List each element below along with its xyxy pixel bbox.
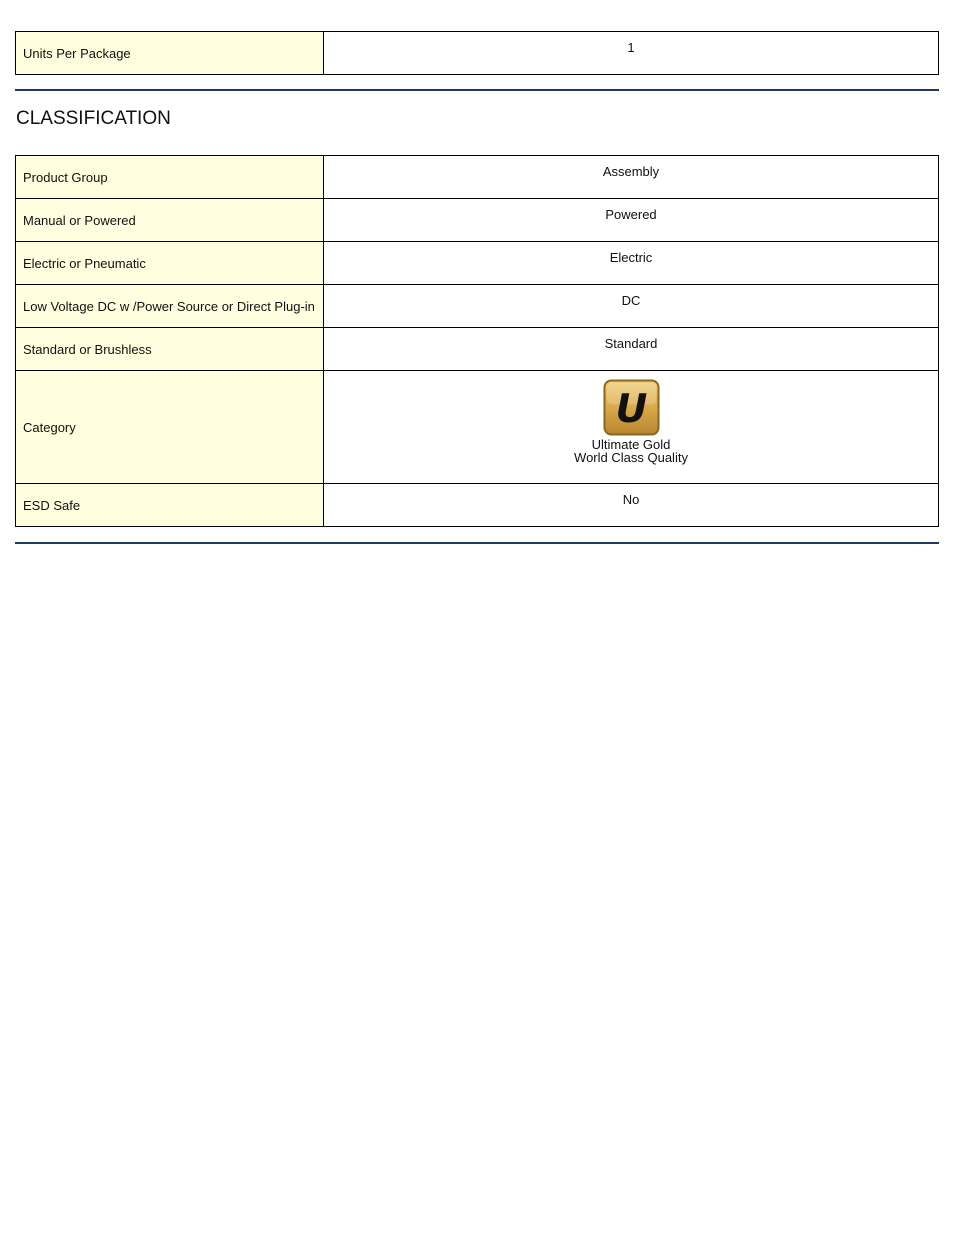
- classification-table: [15, 155, 939, 527]
- standard-or-brushless-value: Standard: [324, 328, 939, 371]
- classification-heading: CLASSIFICATION: [16, 108, 171, 129]
- table-row: [16, 32, 939, 75]
- manual-or-powered-label: Manual or Powered: [16, 199, 324, 242]
- section-divider: [15, 89, 939, 91]
- electric-or-pneumatic-value: Electric: [324, 242, 939, 285]
- table-row: [16, 328, 939, 371]
- category-line-1: Ultimate Gold: [591, 437, 671, 452]
- section-divider: [15, 542, 939, 544]
- esd-safe-value: No: [324, 484, 939, 527]
- low-voltage-dc-label: Low Voltage DC w /Power Source or Direct Plug-in: [16, 285, 324, 328]
- electric-or-pneumatic-label: Electric or Pneumatic: [16, 242, 324, 285]
- category-line-2: World Class Quality: [574, 450, 688, 465]
- category-value: [324, 371, 939, 484]
- units-per-package-label: Units Per Package: [16, 32, 324, 75]
- product-group-label: Product Group: [16, 156, 324, 199]
- low-voltage-dc-value: DC: [324, 285, 939, 328]
- esd-safe-label: ESD Safe: [16, 484, 324, 527]
- units-table: [15, 31, 939, 75]
- table-row: [16, 371, 939, 484]
- manual-or-powered-value: Powered: [324, 199, 939, 242]
- category-label: Category: [16, 371, 324, 484]
- svg-text:U: U: [615, 387, 647, 433]
- table-row: [16, 199, 939, 242]
- table-row: [16, 242, 939, 285]
- table-row: [16, 156, 939, 199]
- ultimate-gold-u-badge-icon: [603, 379, 660, 436]
- standard-or-brushless-label: Standard or Brushless: [16, 328, 324, 371]
- product-group-value: Assembly: [324, 156, 939, 199]
- table-row: [16, 484, 939, 527]
- table-row: [16, 285, 939, 328]
- units-per-package-value: 1: [324, 32, 939, 75]
